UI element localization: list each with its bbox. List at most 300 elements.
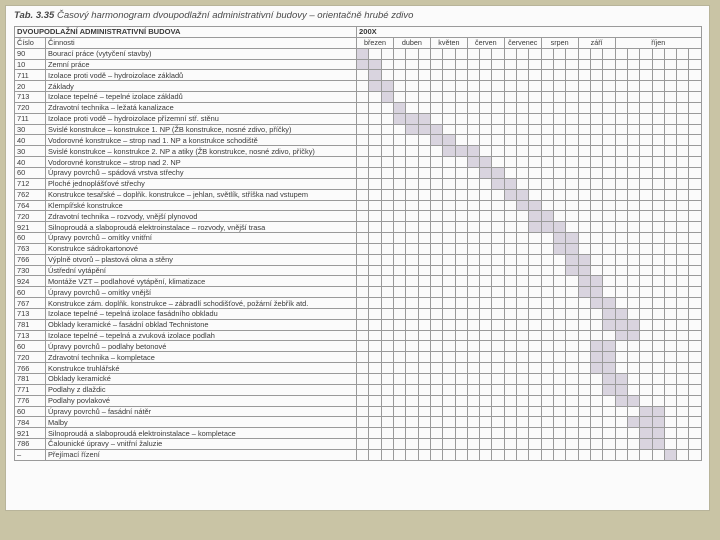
schedule-grid-cell xyxy=(504,167,516,178)
schedule-grid-cell xyxy=(640,157,652,168)
schedule-grid-cell xyxy=(418,428,430,439)
schedule-table xyxy=(14,26,702,461)
table-row xyxy=(15,146,702,157)
schedule-grid-cell xyxy=(652,211,664,222)
table-row xyxy=(15,395,702,406)
schedule-grid-cell xyxy=(677,287,689,298)
schedule-grid-cell xyxy=(578,222,590,233)
schedule-grid-cell xyxy=(504,211,516,222)
schedule-grid-cell xyxy=(504,254,516,265)
schedule-grid-cell xyxy=(393,222,405,233)
month-header: říjen xyxy=(615,37,701,48)
schedule-grid-cell xyxy=(590,319,602,330)
schedule-grid-cell xyxy=(369,157,381,168)
activity-code: 40 xyxy=(15,135,46,146)
schedule-grid-cell xyxy=(480,406,492,417)
schedule-grid-cell xyxy=(418,167,430,178)
table-row xyxy=(15,298,702,309)
schedule-grid-cell xyxy=(393,135,405,146)
schedule-grid-cell xyxy=(689,298,702,309)
schedule-grid-cell xyxy=(393,439,405,450)
schedule-grid-cell xyxy=(406,167,418,178)
schedule-bar-cell xyxy=(418,113,430,124)
schedule-bar-cell xyxy=(406,113,418,124)
schedule-grid-cell xyxy=(369,406,381,417)
schedule-grid-cell xyxy=(615,81,627,92)
column-header-row xyxy=(15,37,702,48)
schedule-grid-cell xyxy=(541,352,553,363)
schedule-grid-cell xyxy=(393,265,405,276)
schedule-grid-cell xyxy=(369,319,381,330)
schedule-grid-cell xyxy=(480,352,492,363)
schedule-grid-cell xyxy=(455,178,467,189)
activity-name: Izolace tepelné – tepelná a zvuková izolace podlah xyxy=(46,330,357,341)
schedule-grid-cell xyxy=(603,254,615,265)
schedule-grid-cell xyxy=(664,59,676,70)
schedule-grid-cell xyxy=(381,352,393,363)
schedule-grid-cell xyxy=(590,102,602,113)
schedule-grid-cell xyxy=(393,428,405,439)
schedule-grid-cell xyxy=(406,417,418,428)
schedule-grid-cell xyxy=(566,48,578,59)
schedule-grid-cell xyxy=(492,287,504,298)
schedule-grid-cell xyxy=(357,167,369,178)
schedule-grid-cell xyxy=(517,254,529,265)
schedule-grid-cell xyxy=(554,341,566,352)
activity-name: Vodorovné konstrukce – strop nad 2. NP xyxy=(46,157,357,168)
schedule-grid-cell xyxy=(455,449,467,460)
schedule-grid-cell xyxy=(689,157,702,168)
schedule-grid-cell xyxy=(689,200,702,211)
schedule-grid-cell xyxy=(406,384,418,395)
schedule-grid-cell xyxy=(492,330,504,341)
schedule-grid-cell xyxy=(652,287,664,298)
schedule-grid-cell xyxy=(393,92,405,103)
activity-code: 764 xyxy=(15,200,46,211)
schedule-grid-cell xyxy=(627,146,639,157)
schedule-grid-cell xyxy=(369,233,381,244)
schedule-grid-cell xyxy=(381,276,393,287)
activity-code: 730 xyxy=(15,265,46,276)
schedule-bar-cell xyxy=(578,265,590,276)
schedule-grid-cell xyxy=(467,178,479,189)
schedule-grid-cell xyxy=(455,265,467,276)
schedule-grid-cell xyxy=(517,167,529,178)
schedule-grid-cell xyxy=(590,374,602,385)
schedule-grid-cell xyxy=(430,298,442,309)
schedule-bar-cell xyxy=(566,254,578,265)
schedule-grid-cell xyxy=(603,200,615,211)
schedule-grid-cell xyxy=(652,48,664,59)
schedule-grid-cell xyxy=(578,102,590,113)
schedule-grid-cell xyxy=(664,254,676,265)
schedule-grid-cell xyxy=(603,189,615,200)
schedule-grid-cell xyxy=(677,428,689,439)
schedule-grid-cell xyxy=(566,70,578,81)
schedule-bar-cell xyxy=(603,341,615,352)
activity-code: 30 xyxy=(15,146,46,157)
schedule-grid-cell xyxy=(430,189,442,200)
schedule-grid-cell xyxy=(615,211,627,222)
schedule-grid-cell xyxy=(381,167,393,178)
schedule-grid-cell xyxy=(492,222,504,233)
schedule-grid-cell xyxy=(664,428,676,439)
schedule-grid-cell xyxy=(443,341,455,352)
schedule-grid-cell xyxy=(640,167,652,178)
schedule-grid-cell xyxy=(517,330,529,341)
schedule-grid-cell xyxy=(480,233,492,244)
schedule-grid-cell xyxy=(443,384,455,395)
schedule-grid-cell xyxy=(418,395,430,406)
schedule-grid-cell xyxy=(603,113,615,124)
schedule-grid-cell xyxy=(418,276,430,287)
schedule-grid-cell xyxy=(578,384,590,395)
schedule-grid-cell xyxy=(467,363,479,374)
schedule-grid-cell xyxy=(369,92,381,103)
schedule-grid-cell xyxy=(393,233,405,244)
schedule-grid-cell xyxy=(640,135,652,146)
schedule-grid-cell xyxy=(652,113,664,124)
schedule-grid-cell xyxy=(689,439,702,450)
schedule-grid-cell xyxy=(554,211,566,222)
schedule-grid-cell xyxy=(603,92,615,103)
schedule-grid-cell xyxy=(652,146,664,157)
activity-code: 60 xyxy=(15,167,46,178)
schedule-grid-cell xyxy=(541,276,553,287)
schedule-grid-cell xyxy=(480,146,492,157)
schedule-grid-cell xyxy=(652,298,664,309)
schedule-grid-cell xyxy=(640,276,652,287)
schedule-grid-cell xyxy=(492,428,504,439)
schedule-grid-cell xyxy=(677,276,689,287)
schedule-bar-cell xyxy=(430,124,442,135)
schedule-grid-cell xyxy=(455,298,467,309)
schedule-grid-cell xyxy=(554,374,566,385)
schedule-bar-cell xyxy=(590,341,602,352)
schedule-bar-cell xyxy=(529,200,541,211)
schedule-grid-cell xyxy=(566,135,578,146)
schedule-grid-cell xyxy=(492,135,504,146)
schedule-grid-cell xyxy=(615,449,627,460)
schedule-grid-cell xyxy=(529,102,541,113)
activity-code: 10 xyxy=(15,59,46,70)
schedule-grid-cell xyxy=(640,374,652,385)
schedule-grid-cell xyxy=(689,167,702,178)
schedule-grid-cell xyxy=(677,124,689,135)
schedule-grid-cell xyxy=(578,363,590,374)
schedule-grid-cell xyxy=(480,178,492,189)
schedule-grid-cell xyxy=(369,439,381,450)
activity-code: 771 xyxy=(15,384,46,395)
schedule-grid-cell xyxy=(652,374,664,385)
schedule-grid-cell xyxy=(517,178,529,189)
schedule-grid-cell xyxy=(517,449,529,460)
schedule-grid-cell xyxy=(357,124,369,135)
schedule-grid-cell xyxy=(640,211,652,222)
schedule-grid-cell xyxy=(357,330,369,341)
schedule-grid-cell xyxy=(357,135,369,146)
schedule-grid-cell xyxy=(652,449,664,460)
activity-name: Izolace tepelné – tepelná izolace fasádního obkladu xyxy=(46,308,357,319)
schedule-grid-cell xyxy=(578,70,590,81)
schedule-grid-cell xyxy=(677,384,689,395)
schedule-grid-cell xyxy=(455,384,467,395)
schedule-bar-cell xyxy=(418,124,430,135)
schedule-grid-cell xyxy=(603,222,615,233)
schedule-grid-cell xyxy=(357,113,369,124)
schedule-grid-cell xyxy=(590,211,602,222)
schedule-grid-cell xyxy=(578,243,590,254)
schedule-grid-cell xyxy=(541,92,553,103)
table-row xyxy=(15,319,702,330)
activity-name: Silnoproudá a slaboproudá elektroinstalace – kompletace xyxy=(46,428,357,439)
schedule-grid-cell xyxy=(677,439,689,450)
schedule-grid-cell xyxy=(652,70,664,81)
schedule-grid-cell xyxy=(517,59,529,70)
schedule-grid-cell xyxy=(689,70,702,81)
schedule-grid-cell xyxy=(492,233,504,244)
schedule-grid-cell xyxy=(357,428,369,439)
schedule-grid-cell xyxy=(369,113,381,124)
schedule-grid-cell xyxy=(504,243,516,254)
activity-code: 921 xyxy=(15,222,46,233)
table-row xyxy=(15,102,702,113)
schedule-grid-cell xyxy=(369,298,381,309)
schedule-grid-cell xyxy=(615,298,627,309)
schedule-grid-cell xyxy=(406,276,418,287)
schedule-grid-cell xyxy=(541,243,553,254)
schedule-grid-cell xyxy=(504,135,516,146)
schedule-grid-cell xyxy=(455,417,467,428)
schedule-grid-cell xyxy=(541,146,553,157)
schedule-grid-cell xyxy=(677,319,689,330)
schedule-grid-cell xyxy=(517,341,529,352)
schedule-grid-cell xyxy=(677,48,689,59)
schedule-grid-cell xyxy=(603,146,615,157)
schedule-grid-cell xyxy=(467,254,479,265)
schedule-grid-cell xyxy=(640,395,652,406)
schedule-grid-cell xyxy=(603,81,615,92)
table-row xyxy=(15,352,702,363)
schedule-grid-cell xyxy=(578,124,590,135)
schedule-grid-cell xyxy=(541,59,553,70)
schedule-bar-cell xyxy=(393,113,405,124)
schedule-grid-cell xyxy=(430,254,442,265)
schedule-bar-cell xyxy=(467,157,479,168)
year-header: 200X xyxy=(357,27,702,38)
schedule-grid-cell xyxy=(541,157,553,168)
schedule-grid-cell xyxy=(603,449,615,460)
schedule-grid-cell xyxy=(517,113,529,124)
schedule-grid-cell xyxy=(480,200,492,211)
schedule-grid-cell xyxy=(566,439,578,450)
schedule-grid-cell xyxy=(590,178,602,189)
table-row xyxy=(15,124,702,135)
schedule-grid-cell xyxy=(357,254,369,265)
schedule-grid-cell xyxy=(467,308,479,319)
schedule-grid-cell xyxy=(652,157,664,168)
schedule-grid-cell xyxy=(541,81,553,92)
schedule-grid-cell xyxy=(455,276,467,287)
schedule-grid-cell xyxy=(393,124,405,135)
schedule-grid-cell xyxy=(480,395,492,406)
schedule-grid-cell xyxy=(480,59,492,70)
schedule-grid-cell xyxy=(406,92,418,103)
schedule-grid-cell xyxy=(664,439,676,450)
schedule-grid-cell xyxy=(541,189,553,200)
schedule-grid-cell xyxy=(430,287,442,298)
schedule-grid-cell xyxy=(529,124,541,135)
schedule-grid-cell xyxy=(467,243,479,254)
schedule-grid-cell xyxy=(443,265,455,276)
activity-name: Základy xyxy=(46,81,357,92)
schedule-bar-cell xyxy=(627,417,639,428)
schedule-grid-cell xyxy=(406,189,418,200)
schedule-grid-cell xyxy=(455,92,467,103)
schedule-grid-cell xyxy=(418,417,430,428)
schedule-grid-cell xyxy=(357,308,369,319)
schedule-grid-cell xyxy=(406,265,418,276)
schedule-grid-cell xyxy=(381,254,393,265)
schedule-grid-cell xyxy=(566,59,578,70)
schedule-grid-cell xyxy=(517,233,529,244)
schedule-grid-cell xyxy=(357,406,369,417)
activity-name: Silnoproudá a slaboproudá elektroinstalace – rozvody, vnější trasa xyxy=(46,222,357,233)
schedule-grid-cell xyxy=(430,319,442,330)
schedule-grid-cell xyxy=(541,439,553,450)
schedule-grid-cell xyxy=(467,374,479,385)
schedule-grid-cell xyxy=(590,124,602,135)
schedule-grid-cell xyxy=(467,406,479,417)
schedule-grid-cell xyxy=(517,363,529,374)
schedule-grid-cell xyxy=(541,135,553,146)
schedule-grid-cell xyxy=(418,330,430,341)
schedule-grid-cell xyxy=(467,287,479,298)
schedule-grid-cell xyxy=(664,222,676,233)
schedule-grid-cell xyxy=(578,352,590,363)
schedule-grid-cell xyxy=(529,135,541,146)
schedule-bar-cell xyxy=(590,287,602,298)
schedule-grid-cell xyxy=(566,222,578,233)
schedule-grid-cell xyxy=(689,449,702,460)
month-header: září xyxy=(578,37,615,48)
activity-name: Čalounické úpravy – vnitřní žaluzie xyxy=(46,439,357,450)
schedule-grid-cell xyxy=(578,319,590,330)
schedule-grid-cell xyxy=(504,233,516,244)
schedule-grid-cell xyxy=(504,449,516,460)
schedule-grid-cell xyxy=(652,59,664,70)
schedule-grid-cell xyxy=(578,178,590,189)
schedule-bar-cell xyxy=(615,395,627,406)
schedule-grid-cell xyxy=(406,200,418,211)
schedule-grid-cell xyxy=(357,439,369,450)
schedule-grid-cell xyxy=(418,265,430,276)
schedule-grid-cell xyxy=(689,341,702,352)
schedule-grid-cell xyxy=(492,298,504,309)
schedule-grid-cell xyxy=(689,363,702,374)
activity-name: Úpravy povrchů – omítky vnitřní xyxy=(46,233,357,244)
schedule-grid-cell xyxy=(529,92,541,103)
schedule-grid-cell xyxy=(640,189,652,200)
schedule-grid-cell xyxy=(467,102,479,113)
schedule-grid-cell xyxy=(504,102,516,113)
schedule-grid-cell xyxy=(677,222,689,233)
activity-name: Podlahy z dlaždic xyxy=(46,384,357,395)
schedule-grid-cell xyxy=(529,417,541,428)
schedule-grid-cell xyxy=(627,222,639,233)
activity-code: 776 xyxy=(15,395,46,406)
schedule-grid-cell xyxy=(603,276,615,287)
activity-code: 60 xyxy=(15,341,46,352)
schedule-grid-cell xyxy=(640,341,652,352)
activity-code: 711 xyxy=(15,70,46,81)
schedule-grid-cell xyxy=(467,276,479,287)
schedule-grid-cell xyxy=(418,384,430,395)
schedule-grid-cell xyxy=(578,135,590,146)
schedule-grid-cell xyxy=(480,102,492,113)
schedule-grid-cell xyxy=(406,298,418,309)
table-row xyxy=(15,428,702,439)
schedule-grid-cell xyxy=(480,189,492,200)
schedule-grid-cell xyxy=(652,135,664,146)
table-row xyxy=(15,59,702,70)
schedule-grid-cell xyxy=(369,124,381,135)
schedule-grid-cell xyxy=(640,330,652,341)
schedule-grid-cell xyxy=(677,352,689,363)
schedule-grid-cell xyxy=(554,70,566,81)
schedule-grid-cell xyxy=(664,81,676,92)
activity-name: Obklady keramické xyxy=(46,374,357,385)
schedule-grid-cell xyxy=(455,157,467,168)
schedule-grid-cell xyxy=(627,374,639,385)
month-header: březen xyxy=(357,37,394,48)
schedule-bar-cell xyxy=(504,178,516,189)
schedule-grid-cell xyxy=(492,59,504,70)
table-row xyxy=(15,363,702,374)
schedule-grid-cell xyxy=(430,395,442,406)
schedule-grid-cell xyxy=(627,211,639,222)
schedule-grid-cell xyxy=(357,319,369,330)
schedule-grid-cell xyxy=(566,189,578,200)
schedule-grid-cell xyxy=(467,417,479,428)
schedule-grid-cell xyxy=(393,363,405,374)
schedule-grid-cell xyxy=(566,287,578,298)
schedule-grid-cell xyxy=(467,449,479,460)
schedule-grid-cell xyxy=(689,243,702,254)
schedule-grid-cell xyxy=(664,384,676,395)
schedule-grid-cell xyxy=(541,363,553,374)
schedule-grid-cell xyxy=(357,352,369,363)
schedule-grid-cell xyxy=(443,59,455,70)
schedule-grid-cell xyxy=(381,319,393,330)
schedule-grid-cell xyxy=(393,287,405,298)
schedule-grid-cell xyxy=(590,92,602,103)
schedule-grid-cell xyxy=(381,48,393,59)
schedule-grid-cell xyxy=(430,157,442,168)
schedule-grid-cell xyxy=(369,146,381,157)
schedule-grid-cell xyxy=(517,276,529,287)
schedule-grid-cell xyxy=(615,189,627,200)
table-row xyxy=(15,233,702,244)
schedule-grid-cell xyxy=(393,374,405,385)
activity-name: Konstrukce sádrokartonové xyxy=(46,243,357,254)
schedule-grid-cell xyxy=(455,102,467,113)
schedule-grid-cell xyxy=(603,406,615,417)
schedule-grid-cell xyxy=(627,233,639,244)
schedule-grid-cell xyxy=(443,102,455,113)
activity-code: 40 xyxy=(15,157,46,168)
schedule-grid-cell xyxy=(664,233,676,244)
